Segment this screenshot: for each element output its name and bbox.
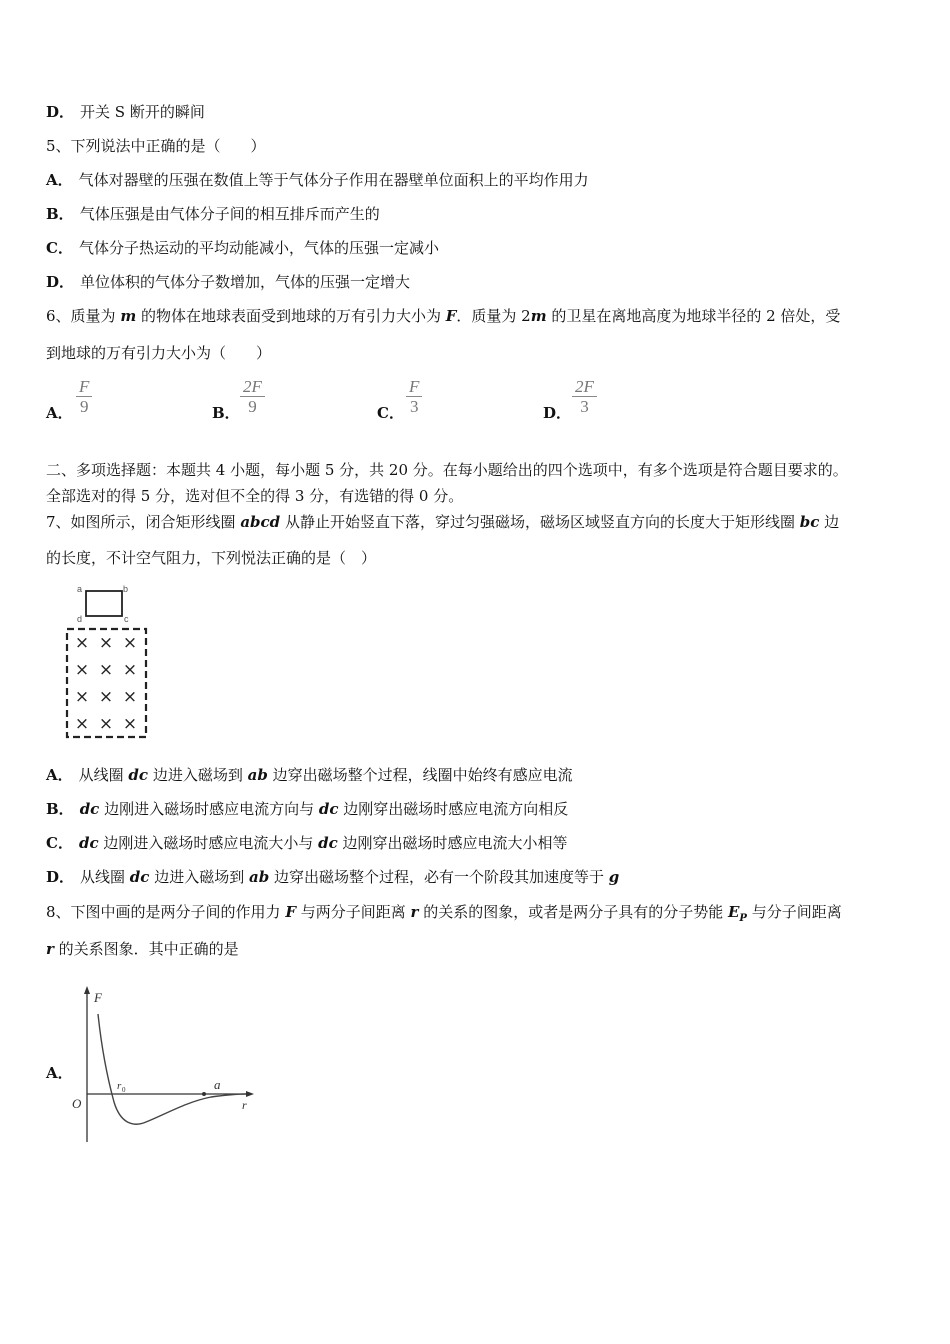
- q6-option-a-label: A．: [46, 404, 73, 422]
- q7-option-b: B． dc 边刚进入磁场时感应电流方向与 dc 边刚穿出磁场时感应电流方向相反: [46, 800, 569, 818]
- q7-figure-coil-magnetic-field: [60, 578, 160, 748]
- svg-text:×: ×: [74, 714, 90, 734]
- q7-stem-line2: 的长度，不计空气阻力，下列悦法正确的是（ ）: [46, 549, 377, 567]
- svg-text:×: ×: [122, 633, 138, 653]
- r0-subscript: 0: [122, 1086, 126, 1094]
- svg-text:×: ×: [98, 687, 114, 707]
- x-axis-label: r: [242, 1098, 247, 1112]
- svg-text:×: ×: [122, 687, 138, 707]
- section2-instructions-line2: 全部选对的得 5 分，选对但不全的得 3 分，有选错的得 0 分。: [46, 487, 464, 505]
- svg-text:×: ×: [74, 660, 90, 680]
- q4-option-d: D． 开关 S 断开的瞬间: [46, 103, 205, 121]
- q5-option-c: C． 气体分子热运动的平均动能减小，气体的压强一定减小: [46, 239, 439, 257]
- svg-text:×: ×: [122, 714, 138, 734]
- q5-option-b: B． 气体压强是由气体分子间的相互排斥而产生的: [46, 205, 380, 223]
- q6-option-d-label: D．: [543, 404, 572, 422]
- point-a-label: a: [214, 1077, 221, 1092]
- svg-text:×: ×: [98, 633, 114, 653]
- x-axis-arrow: [246, 1091, 254, 1097]
- q7-option-c: C． dc 边刚进入磁场时感应电流大小与 dc 边刚穿出磁场时感应电流大小相等: [46, 834, 568, 852]
- q8-option-a-label: A．: [46, 1064, 73, 1082]
- point-a-marker: [202, 1092, 206, 1096]
- q7-option-d: D． 从线圈 dc 边进入磁场到 ab 边穿出磁场整个过程，必有一个阶段其加速度等于 g: [46, 868, 620, 886]
- origin-label: O: [72, 1096, 82, 1111]
- q6-option-d-fraction: $\frac{2F}{3}$: [572, 378, 597, 417]
- svg-text:×: ×: [74, 633, 90, 653]
- r0-label: r: [117, 1080, 122, 1092]
- q8-stem-line2: r 的关系图象．其中正确的是: [46, 940, 239, 958]
- q6-option-b-fraction: $\frac{2F}{9}$: [240, 378, 265, 417]
- svg-text:×: ×: [98, 660, 114, 680]
- q6-option-a-fraction: $\frac{F}{9}$: [76, 378, 92, 417]
- q8-stem: 8、下图中画的是两分子间的作用力 F 与两分子间距离 r 的关系的图象，或者是两分子具有的分子势能 $E_P$ 与分子间距离: [46, 903, 842, 924]
- q5-option-a: A． 气体对器壁的压强在数值上等于气体分子作用在器壁单位面积上的平均作用力: [46, 171, 589, 189]
- q7-option-a: A． 从线圈 dc 边进入磁场到 ab 边穿出磁场整个过程，线圈中始终有感应电流: [46, 766, 573, 784]
- field-symbols: [75, 633, 137, 734]
- corner-d-label: d: [77, 614, 83, 624]
- y-axis-arrow: [84, 986, 90, 994]
- q4-option-d-text: 开关 S 断开的瞬间: [80, 103, 205, 121]
- corner-b-label: b: [123, 584, 129, 594]
- q8-option-a-force-graph: [66, 982, 256, 1150]
- svg-text:×: ×: [98, 714, 114, 734]
- q6-stem: 6、质量为 m 的物体在地球表面受到地球的万有引力大小为 F．质量为 2m 的卫星在离地高度为地球半径的 2 倍处，受: [46, 307, 841, 325]
- y-axis-label: F: [94, 990, 102, 1005]
- svg-text:×: ×: [74, 687, 90, 707]
- q6-option-c-fraction: $\frac{F}{3}$: [406, 378, 422, 417]
- q5-stem: 5、下列说法中正确的是（ ）: [46, 137, 266, 155]
- svg-text:×: ×: [122, 660, 138, 680]
- q6-option-b-label: B．: [212, 404, 240, 422]
- q6-option-c-label: C．: [377, 404, 404, 422]
- section2-instructions-line1: 二、多项选择题：本题共 4 小题，每小题 5 分，共 20 分。在每小题给出的四个选项中，有多个选项是符合题目要求的。: [46, 461, 848, 479]
- corner-a-label: a: [77, 584, 83, 594]
- corner-c-label: c: [124, 614, 129, 624]
- q5-option-d: D． 单位体积的气体分子数增加，气体的压强一定增大: [46, 273, 411, 291]
- q6-stem-line2: 到地球的万有引力大小为（ ）: [46, 344, 272, 362]
- force-curve: [98, 1014, 246, 1124]
- coil-rectangle: [86, 591, 122, 616]
- q7-stem: 7、如图所示，闭合矩形线圈 abcd 从静止开始竖直下落，穿过匀强磁场，磁场区域竖直方向的长度大于矩形线圈 bc 边: [46, 513, 840, 531]
